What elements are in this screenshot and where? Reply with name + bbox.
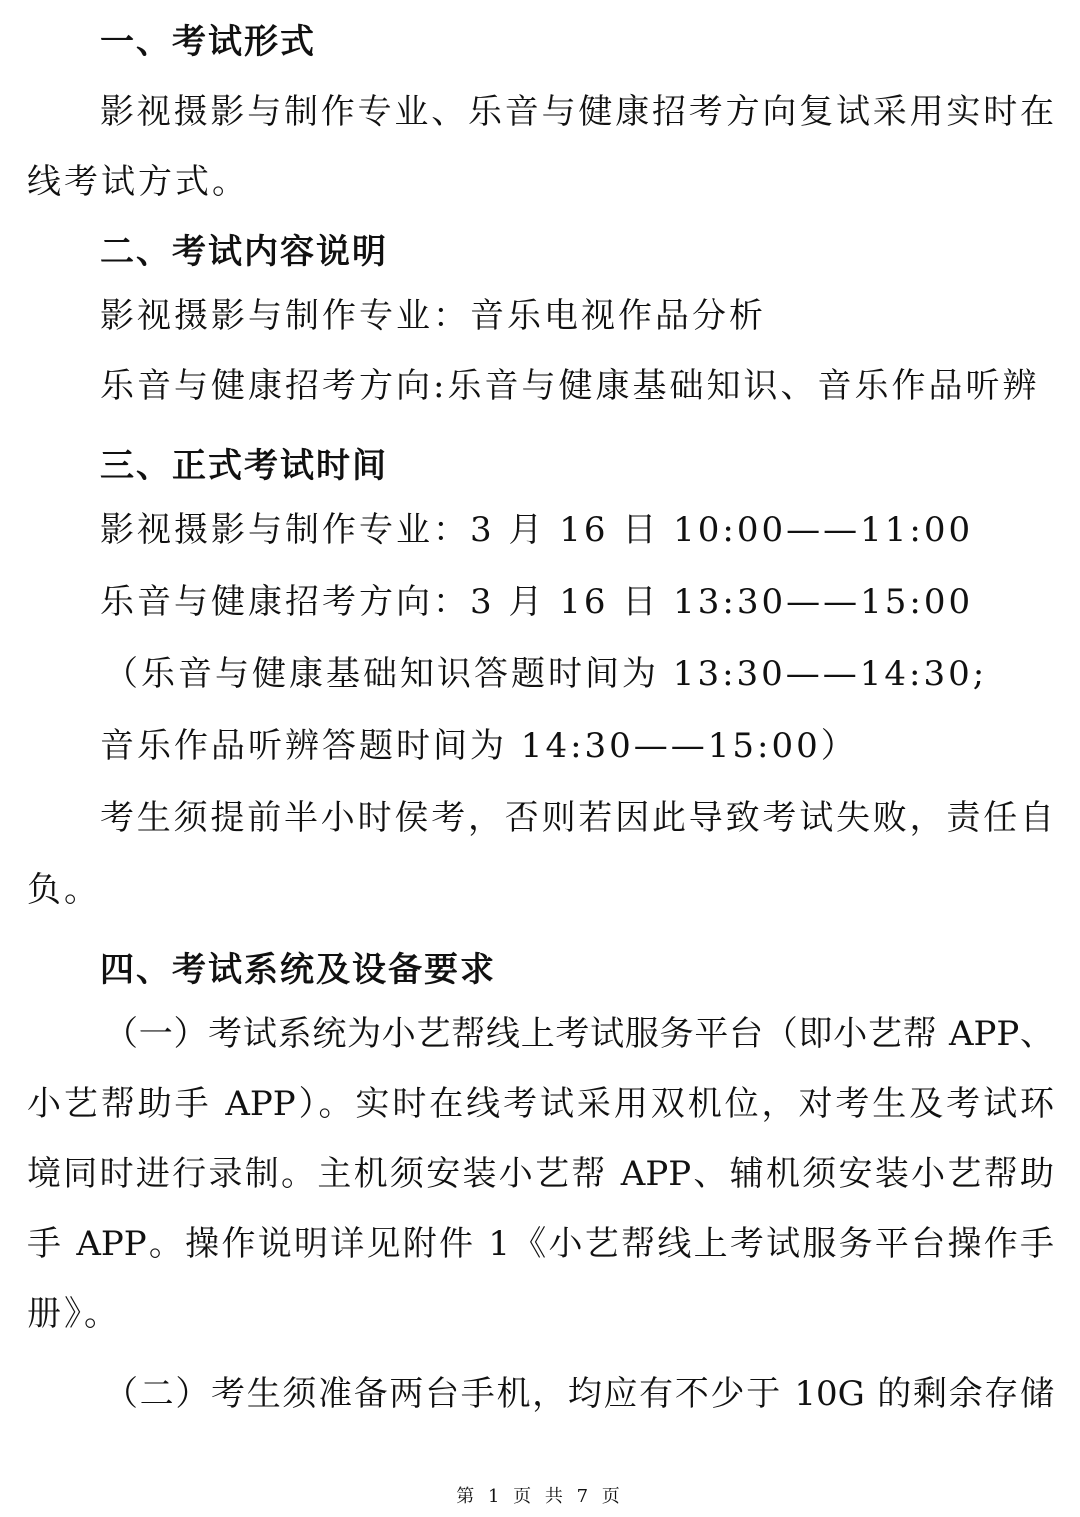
section-heading-2: 二、考试内容说明 bbox=[100, 232, 388, 272]
section-heading-3: 三、正式考试时间 bbox=[100, 446, 388, 486]
paragraph-line: （二）考生须准备两台手机，均应有不少于 10G 的剩余存储 bbox=[104, 1374, 1054, 1414]
section-heading-4: 四、考试系统及设备要求 bbox=[100, 950, 496, 990]
paragraph-line: 线考试方式。 bbox=[27, 162, 249, 202]
paragraph-line: 乐音与健康招考方向：3 月 16 日 13:30——15:00 bbox=[100, 582, 974, 622]
paragraph-line: 册》。 bbox=[27, 1294, 121, 1334]
page-footer: 第 1 页 共 7 页 bbox=[456, 1486, 624, 1507]
paragraph-line: 境同时进行录制。主机须安装小艺帮 APP、辅机须安装小艺帮助 bbox=[27, 1154, 1054, 1194]
paragraph-line: 考生须提前半小时侯考，否则若因此导致考试失败，责任自 bbox=[100, 798, 1054, 838]
paragraph-line: 音乐作品听辨答题时间为 14:30——15:00） bbox=[100, 726, 858, 766]
paragraph-line: 影视摄影与制作专业、乐音与健康招考方向复试采用实时在 bbox=[100, 92, 1054, 132]
paragraph-line: 乐音与健康招考方向:乐音与健康基础知识、音乐作品听辨 bbox=[100, 366, 1040, 406]
section-heading-1: 一、考试形式 bbox=[100, 22, 316, 62]
paragraph-line: （一）考试系统为小艺帮线上考试服务平台（即小艺帮 APP、 bbox=[104, 1014, 1054, 1054]
paragraph-line: 手 APP。操作说明详见附件 1《小艺帮线上考试服务平台操作手 bbox=[27, 1224, 1054, 1264]
paragraph-line: 小艺帮助手 APP）。实时在线考试采用双机位，对考生及考试环 bbox=[27, 1084, 1054, 1124]
paragraph-line: 负。 bbox=[27, 870, 101, 910]
paragraph-line: （乐音与健康基础知识答题时间为 13:30——14:30; bbox=[104, 654, 988, 694]
paragraph-line: 影视摄影与制作专业：音乐电视作品分析 bbox=[100, 296, 766, 336]
paragraph-line: 影视摄影与制作专业：3 月 16 日 10:00——11:00 bbox=[100, 510, 974, 550]
